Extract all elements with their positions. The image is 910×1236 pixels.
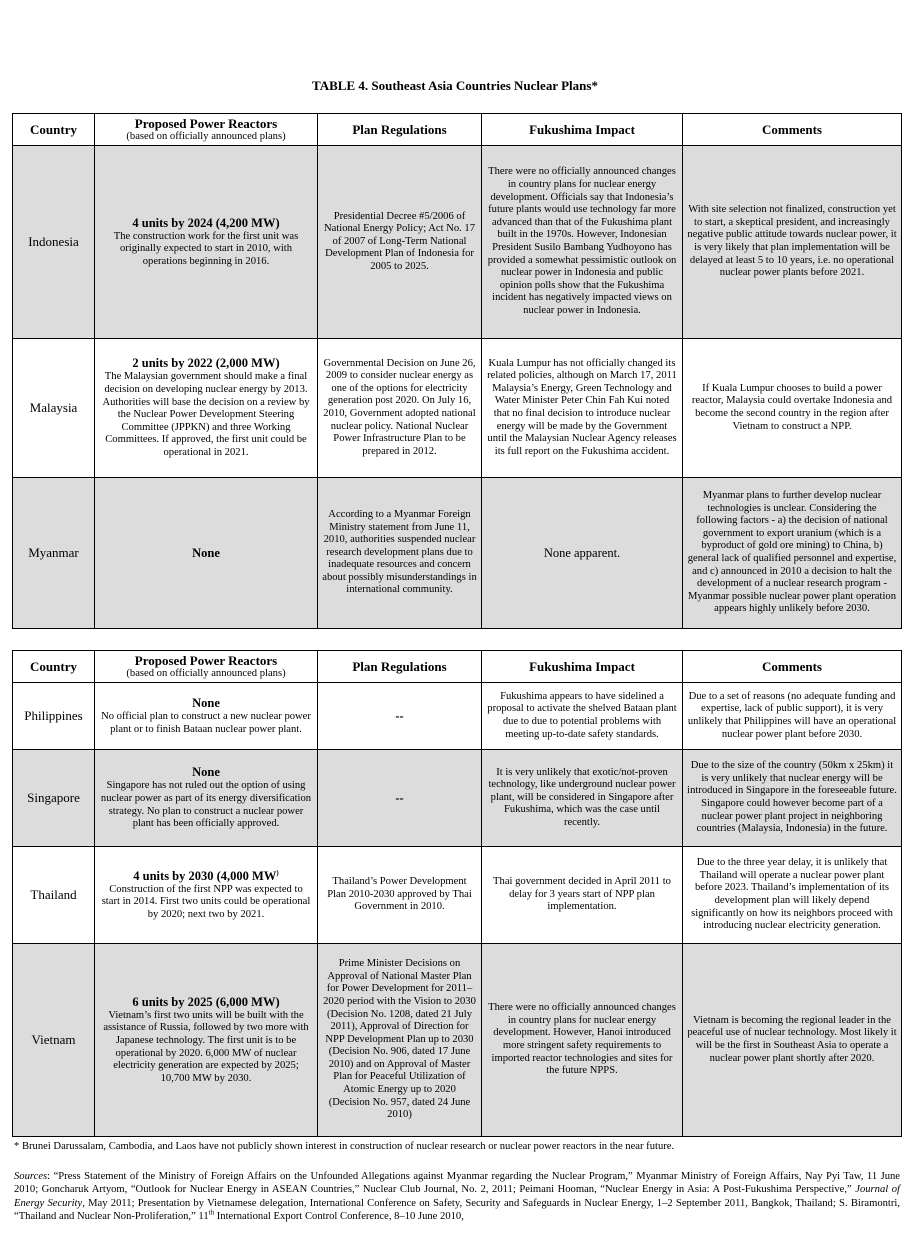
reactors-cell [95,847,318,944]
reactors-cell: None [95,478,318,629]
country-cell: Malaysia [13,339,95,478]
table-header-row [13,651,902,683]
sources-label: Sources [14,1171,48,1182]
country-cell: Myanmar [13,478,95,629]
reactors-detail: Vietnam’s first two units will be built with the assistance of Russia, followed by two more with Japanese technology. The first unit is to be operational by 2020. 6,000 MW of nuclear electricity generation are expected by 2025; 10,700 MW by 2030. [103,1009,309,1084]
fukushima-cell: There were no officially announced changes in country plans for nuclear energy development. However, Hanoi introduced more stringent safety requirements to imported reactor technologies and sites for the future NPPS. [482,944,683,1137]
table-footnote: * Brunei Darussalam, Cambodia, and Laos have not publicly shown interest in construction of nuclear research or nuclear power reactors in the near future. [14,1141,675,1152]
comments-cell: With site selection not finalized, construction yet to start, a skeptical president, and increasingly negative public attitude towards nuclear power, it is very likely that plan implementation will be delayed at least 5 to 10 years, i.e. no operational nuclear power plants before 2021. [683,146,902,339]
regulations-cell: Presidential Decree #5/2006 of National Energy Policy; Act No. 17 of 2007 of Long-Term National Development Plan of Indonesia for 2005 to 2025. [318,146,482,339]
reactors-cell [95,146,318,339]
header-regulations: Plan Regulations [318,651,482,683]
table-row-vietnam [13,944,902,1137]
reactors-cell [95,683,318,750]
comments-cell: Due to a set of reasons (no adequate funding and expertise, lack of public support), it is very unlikely that Philippines will have an operational nuclear power plant before 2030. [683,683,902,750]
table-row-myanmar [13,478,902,629]
reactors-cell [95,750,318,847]
header-reactors-sub: (based on officially announced plans) [126,130,286,142]
table-header-row [13,114,902,146]
sources-text-a: : “Press Statement of the Ministry of Foreign Affairs on the Unfounded Allegations against Myanmar regarding the Nuclear Program,” Myanmar Ministry of Foreign Affairs, Nay Pyi Taw, 11 June 2010; Goncharuk Artyom, “Outlook for Nuclear Energy in ASEAN Countries,” Nuclear Club Journal, No. 2, 2011; Peimani Hooman, “Nuclear Energy in Asia: A Post-Fukushima Perspective,” [14,1171,900,1196]
reactors-headline: 6 units by 2025 (6,000 MW) [132,994,280,1009]
header-regulations: Plan Regulations [318,114,482,146]
header-reactors [95,651,318,683]
reactors-detail: Construction of the first NPP was expected to start in 2014. First two units could be operational by 2020; next two by 2021. [101,883,311,920]
nuclear-plans-table-part-2 [12,650,902,1137]
reactors-headline [99,869,313,884]
sources-sup: th [208,1208,215,1217]
reactors-headline-text: 4 units by 2030 (4,000 MW [133,868,277,883]
reactors-cell [95,944,318,1137]
country-cell: Thailand [13,847,95,944]
header-country: Country [13,114,95,146]
fukushima-cell: There were no officially announced changes in country plans for nuclear energy development. Officials say that Indonesia’s future plants would use technology far more advanced than that of the Fukushima plant built in the 1970s. However, Indonesian President Susilo Bambang Yudhoyono has provided a somewhat pessimistic outlook on nuclear power in Indonesia and public opinion polls show that the Fukushima incident has negatively impacted views on nuclear power in Indonesia. [482,146,683,339]
regulations-cell: -- [318,683,482,750]
fukushima-cell: Thai government decided in April 2011 to delay for 3 years start of NPP plan implementation. [482,847,683,944]
reactors-headline: 4 units by 2024 (4,200 MW) [132,215,280,230]
header-reactors-sub: (based on officially announced plans) [126,667,286,679]
country-cell: Philippines [13,683,95,750]
header-comments: Comments [683,651,902,683]
table-row-philippines [13,683,902,750]
reactors-headline: None [192,765,220,780]
header-reactors-label: Proposed Power Reactors [134,115,278,131]
country-cell: Indonesia [13,146,95,339]
reactors-detail: The construction work for the first unit was originally expected to start in 2010, with operations beginning in 2016. [113,230,299,267]
sources-paragraph [14,1170,900,1224]
country-cell: Singapore [13,750,95,847]
table-row-indonesia [13,146,902,339]
comments-cell: If Kuala Lumpur chooses to build a power reactor, Malaysia could overtake Indonesia and become the second country in the region after Vietnam to construct a NPP. [683,339,902,478]
comments-cell: Due to the three year delay, it is unlikely that Thailand will operate a nuclear power plant before 2023. Thailand’s implementation of its development plan will likely depend significantly on how its neighbors proceed with introducing nuclear electricity generation. [683,847,902,944]
header-fukushima: Fukushima Impact [482,114,683,146]
sources-text-b: , May 2011; Presentation by Vietnamese delegation, International Conference on Safety, Security and Safeguards in Nuclear Energy, 1–2 September 2011, Bangkok, Thailand; S. Biramontri, “Thailand and Nuclear Non-Proliferation,” 11 [14,1197,900,1223]
header-fukushima: Fukushima Impact [482,651,683,683]
regulations-cell: Governmental Decision on June 26, 2009 to consider nuclear energy as one of the options for electricity generation post 2020. On July 16, 2010, Government adopted national nuclear policy. National Nuclear Power Infrastructure Plan to be prepared in 2012. [318,339,482,478]
fukushima-cell: Kuala Lumpur has not officially changed its related policies, although on March 17, 2011 Malaysia’s Energy, Green Technology and Water Minister Peter Chin Fah Kui noted that no final decision to introduce nuclear energy will be made by the Government until the Malaysian Nuclear Agency releases its full report on the Fukushima accident. [482,339,683,478]
fukushima-cell: None apparent. [482,478,683,629]
header-comments: Comments [683,114,902,146]
comments-cell: Vietnam is becoming the regional leader in the peaceful use of nuclear technology. Most likely it will be the first in Southeast Asia to operate a nuclear power plant shortly after 2020. [683,944,902,1137]
sources-text-c: International Export Control Conference, 8–10 June 2010, [214,1211,464,1223]
reactors-detail: Singapore has not ruled out the option of using nuclear power as part of its energy diversification strategy. No plan to construct a nuclear power plant has been officially approved. [100,780,312,830]
regulations-cell: Thailand’s Power Development Plan 2010-2030 approved by Thai Government in 2010. [318,847,482,944]
reactors-headline-sup: ) [276,868,279,877]
table-row-singapore [13,750,902,847]
comments-cell: Due to the size of the country (50km x 25km) it is very unlikely that nuclear energy will be introduced in Singapore in the foreseeable future. Singapore could however become part of a nuclear power plant project in neighboring countries (Malaysia, Indonesia) in the future. [683,750,902,847]
nuclear-plans-table-part-1 [12,113,902,629]
reactors-headline: None [192,695,220,710]
regulations-cell: According to a Myanmar Foreign Ministry statement from June 11, 2010, authorities suspended nuclear research development plans due to inadequate resources and concern about possibly misunderstandings in international community. [318,478,482,629]
fukushima-cell: Fukushima appears to have sidelined a proposal to activate the shelved Bataan plant due to due to potential problems with meeting up-to-date safety standards. [482,683,683,750]
reactors-cell [95,339,318,478]
comments-cell: Myanmar plans to further develop nuclear technologies is unclear. Considering the following factors - a) the decision of national government to export uranium (which is a byproduct of gold ore mining) to China, b) general lack of qualified personnel and expertise, and c) announced in 2010 a decision to halt the development of a nuclear research program - Myanmar possible nuclear power plant operation appears highly unlikely before 2030. [683,478,902,629]
table-row-malaysia [13,339,902,478]
reactors-detail: No official plan to construct a new nuclear power plant or to finish Bataan nuclear power plant. [101,710,311,735]
header-reactors-label: Proposed Power Reactors [134,652,278,668]
header-country: Country [13,651,95,683]
sources-journal: Journal of Energy Security [14,1184,900,1209]
reactors-detail: The Malaysian government should make a final decision on developing nuclear energy by 2013. Authorities will base the decision on a review by the Nuclear Power Development Steering Committee (JPPKN) and three Working Committees. If approved, the first unit could be operational in 2021. [102,371,310,458]
reactors-headline: 2 units by 2022 (2,000 MW) [132,356,280,371]
regulations-cell: Prime Minister Decisions on Approval of National Master Plan for Power Development for 2011–2020 period with the Vision to 2030 (Decision No. 1208, dated 21 July 2011), Approval of Direction for NPP Development Plan up to 2030 (Decision No. 906, dated 17 June 2010) and on Approval of Master Plan for Peaceful Utilization of Atomic Energy up to 2020 (Decision No. 957, dated 24 June 2010) [318,944,482,1137]
table-title: TABLE 4. Southeast Asia Countries Nuclear Plans* [312,78,598,93]
country-cell: Vietnam [13,944,95,1137]
regulations-cell: -- [318,750,482,847]
fukushima-cell: It is very unlikely that exotic/not-proven technology, like underground nuclear power plant, will be considered in Singapore after Fukushima, which was the case until recently. [482,750,683,847]
header-reactors [95,114,318,146]
table-row-thailand [13,847,902,944]
